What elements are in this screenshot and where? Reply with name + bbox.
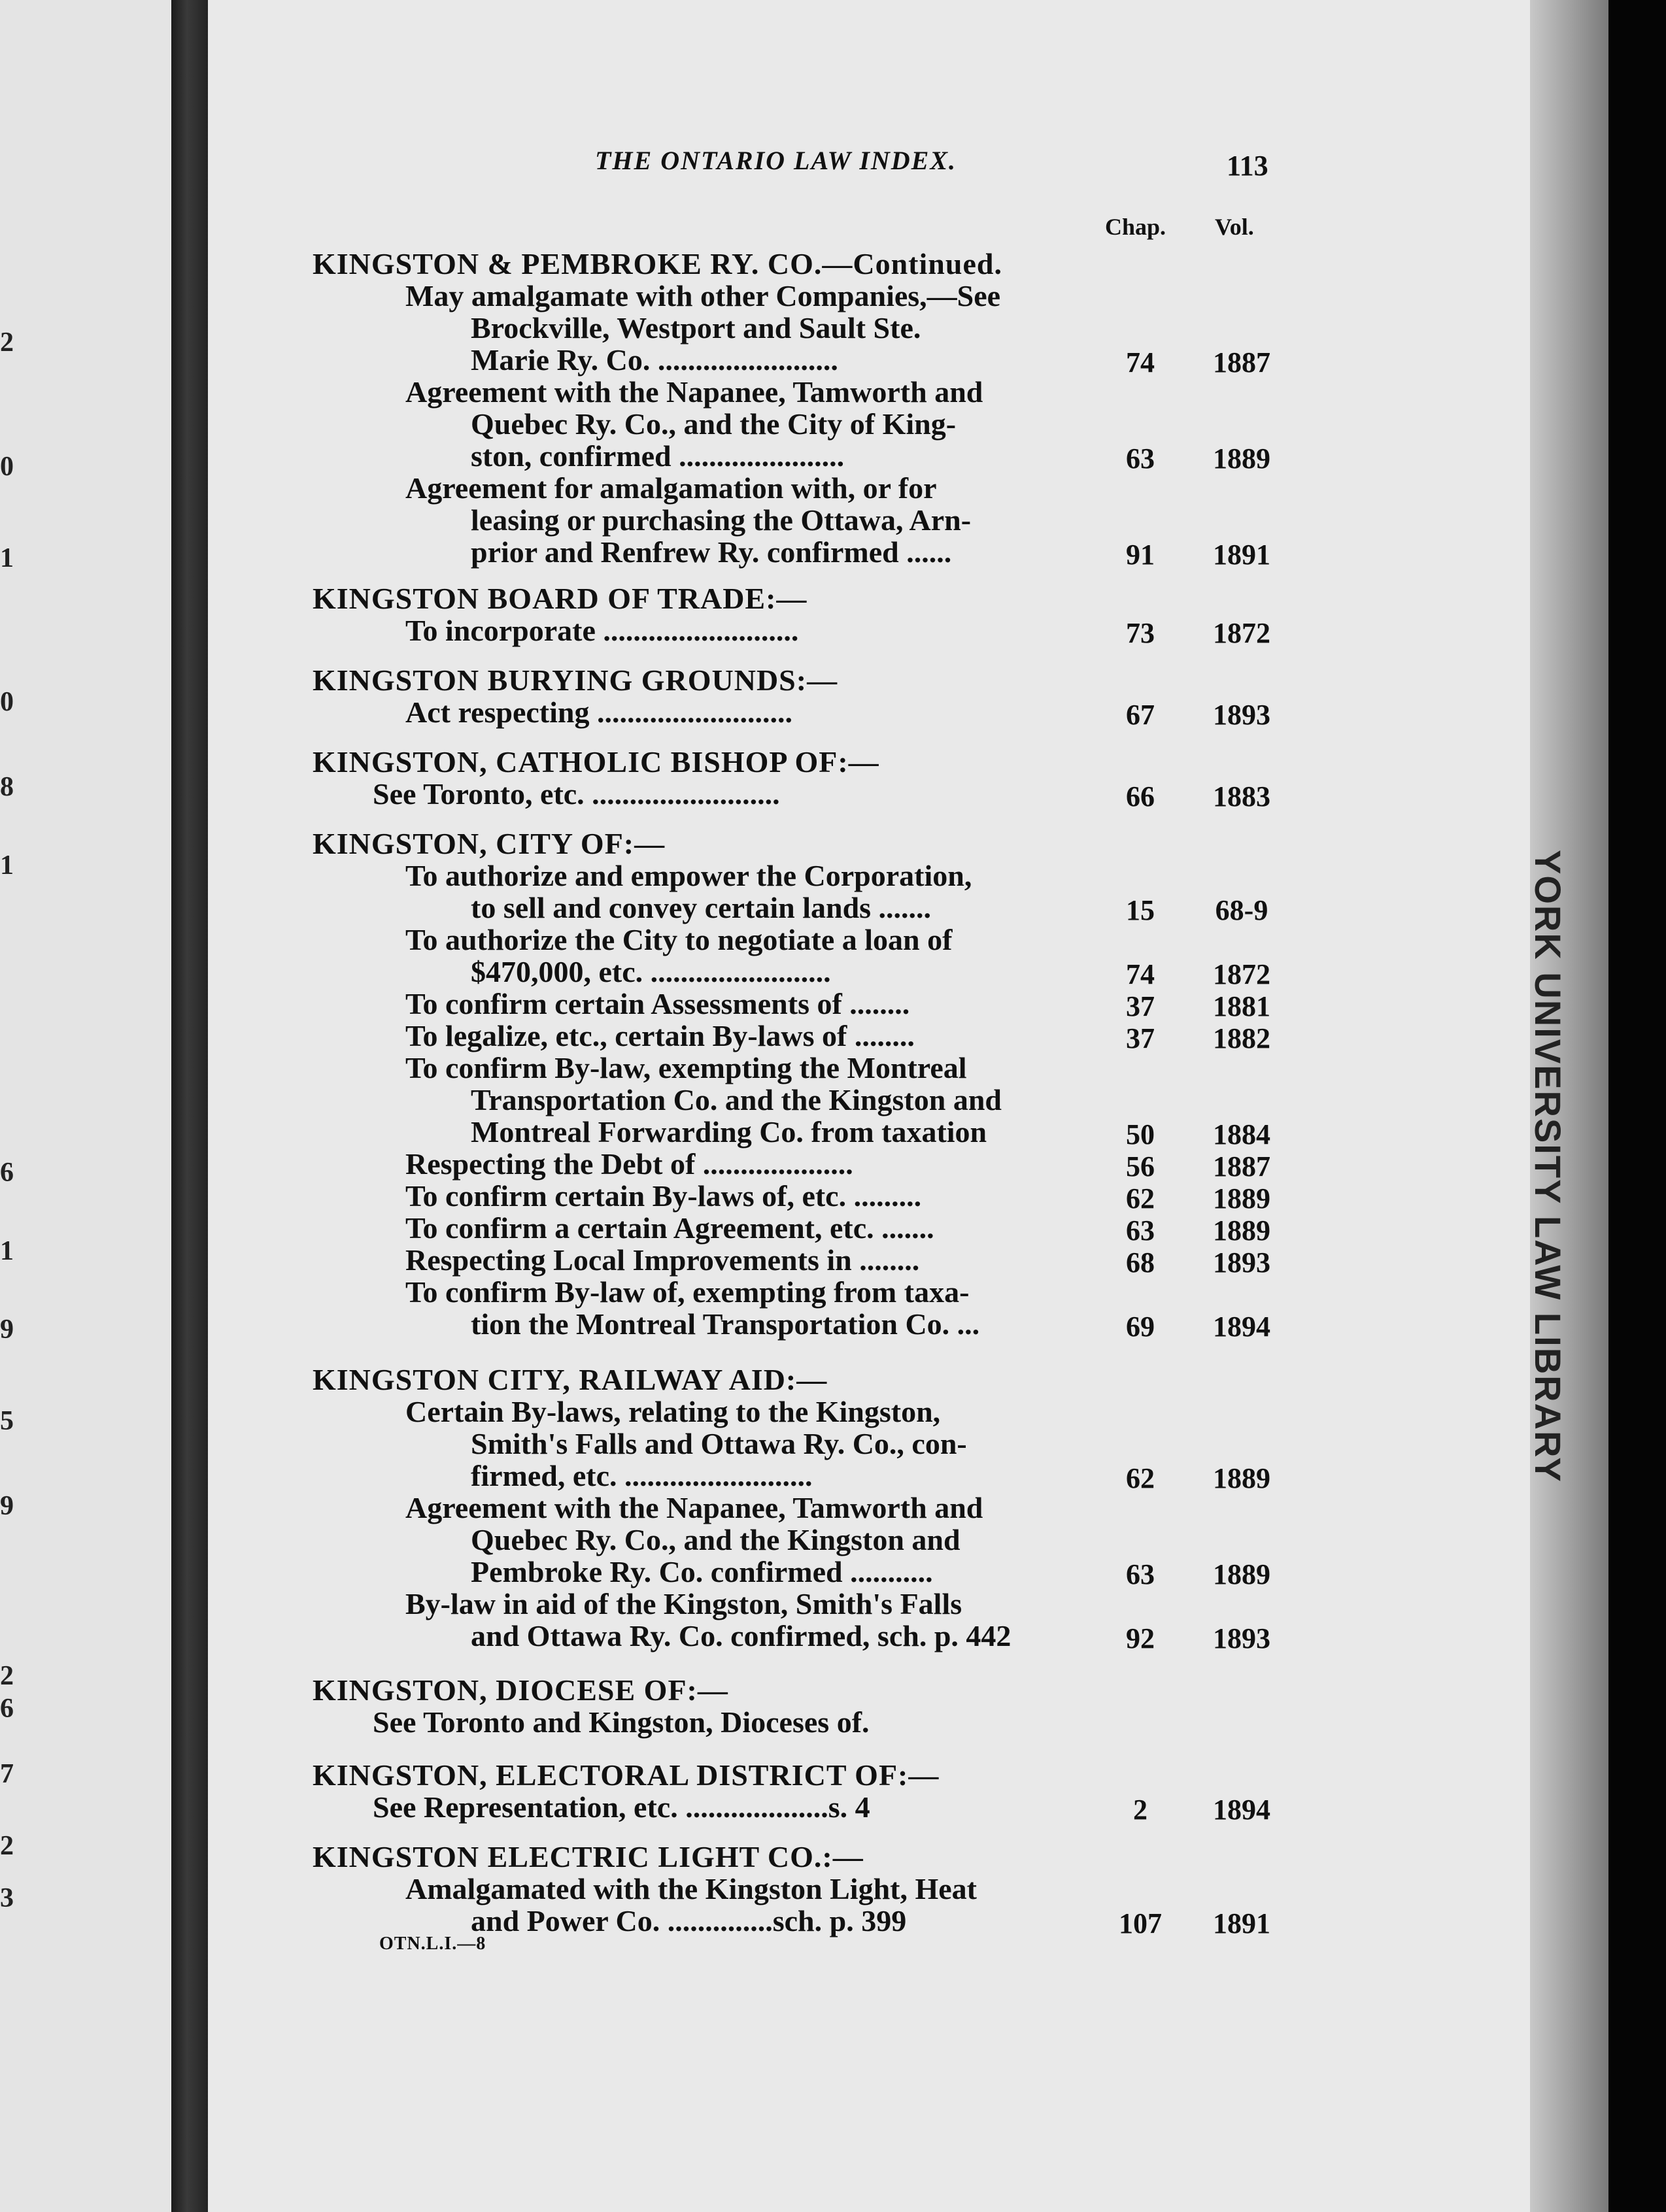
entry-heading: KINGSTON, DIOCESE OF:— [313,1673,728,1707]
chapter-number: 66 [1126,780,1155,813]
volume-year: 1891 [1213,1907,1270,1939]
entry-text-line: tion the Montreal Transportation Co. ... [471,1307,980,1341]
entry-text-line: To confirm By-law, exempting the Montreal [405,1051,967,1084]
volume-year: 1883 [1213,780,1270,813]
entry-text-line: To confirm a certain Agreement, etc. ....... [405,1211,934,1245]
chapter-number: 92 [1126,1622,1155,1654]
margin-number: 5 [0,1406,14,1436]
entry-text-line: Pembroke Ry. Co. confirmed ........... [471,1555,933,1588]
entry-text-line: See Toronto and Kingston, Dioceses of. [373,1705,870,1739]
entry-text-line: Quebec Ry. Co., and the Kingston and [471,1523,960,1556]
margin-number: 1 [0,850,14,880]
margin-number: 6 [0,1694,14,1724]
volume-year: 1882 [1213,1022,1270,1054]
chapter-number: 37 [1126,1022,1155,1054]
entry-heading: KINGSTON CITY, RAILWAY AID:— [313,1363,828,1396]
entry-heading: KINGSTON, CITY OF:— [313,827,666,860]
chapter-number: 91 [1126,539,1155,571]
margin-number: 2 [0,1661,14,1691]
margin-number: 2 [0,1831,14,1861]
entry-heading: KINGSTON BOARD OF TRADE:— [313,582,808,615]
vol-column-header: Vol. [1215,214,1254,240]
chapter-number: 74 [1126,958,1155,990]
entry-heading: KINGSTON & PEMBROKE RY. CO.—Continued. [313,247,1002,280]
margin-number: 3 [0,1883,14,1913]
margin-number: 0 [0,687,14,717]
chapter-number: 63 [1126,1558,1155,1590]
margin-number: 6 [0,1158,14,1188]
chapter-number: 67 [1126,699,1155,731]
volume-year: 1889 [1213,1215,1270,1247]
chapter-number: 74 [1126,346,1155,378]
chapter-number: 50 [1126,1118,1155,1150]
volume-year: 1894 [1213,1794,1270,1826]
entry-text-line: See Toronto, etc. ......................... [373,777,780,811]
volume-year: 1891 [1213,539,1270,571]
entry-text-line: prior and Renfrew Ry. confirmed ...... [471,535,952,569]
volume-year: 1894 [1213,1311,1270,1343]
entry-text-line: firmed, etc. ......................... [471,1459,813,1492]
chapter-number: 63 [1126,1215,1155,1247]
chapter-number: 56 [1126,1150,1155,1182]
volume-year: 1893 [1213,1622,1270,1654]
entry-text-line: Respecting the Debt of .................... [405,1147,853,1181]
entry-text-line: To incorporate .......................... [405,614,799,647]
entry-text-line: To legalize, etc., certain By-laws of ........ [405,1019,915,1052]
entry-text-line: Smith's Falls and Ottawa Ry. Co., con- [471,1427,967,1460]
chapter-number: 62 [1126,1182,1155,1215]
entry-text-line: To confirm certain By-laws of, etc. ......... [405,1179,922,1213]
volume-year: 1889 [1213,1182,1270,1215]
chapter-number: 68 [1126,1247,1155,1279]
margin-number: 2 [0,327,14,358]
entry-text-line: To authorize and empower the Corporation, [405,859,972,892]
entry-text-line: Brockville, Westport and Sault Ste. [471,311,921,344]
entry-heading: KINGSTON, CATHOLIC BISHOP OF:— [313,745,879,779]
book-spine [1608,0,1666,2212]
margin-number: 7 [0,1759,14,1789]
entry-text-line: Quebec Ry. Co., and the City of King- [471,407,957,441]
entry-text-line: May amalgamate with other Companies,—See [405,279,1001,312]
margin-number: 0 [0,452,14,482]
entry-heading: KINGSTON ELECTRIC LIGHT CO.:— [313,1840,864,1873]
page-number: 113 [1227,150,1268,182]
margin-number: 9 [0,1315,14,1345]
margin-number: 9 [0,1491,14,1521]
entry-text-line: Amalgamated with the Kingston Light, Heat [405,1872,977,1905]
entry-text-line: To confirm certain Assessments of ........ [405,987,910,1020]
entry-text-line: to sell and convey certain lands ....... [471,891,932,924]
signature-mark: OTN.L.I.—8 [379,1934,486,1954]
chapter-number: 2 [1133,1794,1148,1826]
chapter-number: 62 [1126,1462,1155,1494]
entry-heading: KINGSTON, ELECTORAL DISTRICT OF:— [313,1758,940,1792]
volume-year: 1872 [1213,617,1270,649]
volume-year: 1887 [1213,1150,1270,1182]
volume-year: 1881 [1213,990,1270,1022]
volume-year: 1887 [1213,346,1270,378]
entry-text-line: Agreement with the Napanee, Tamworth and [405,1491,983,1524]
chapter-number: 69 [1126,1311,1155,1343]
running-header: THE ONTARIO LAW INDEX. [595,146,957,175]
margin-number: 8 [0,772,14,802]
chapter-number: 15 [1126,894,1155,926]
chap-column-header: Chap. [1105,214,1166,240]
entry-text-line: and Ottawa Ry. Co. confirmed, sch. p. 442 [471,1619,1012,1652]
chapter-number: 63 [1126,443,1155,475]
entry-text-line: Agreement for amalgamation with, or for [405,471,937,505]
entry-text-line: Agreement with the Napanee, Tamworth and [405,375,983,409]
entry-text-line: ston, confirmed ...................... [471,439,845,473]
chapter-number: 107 [1119,1907,1162,1939]
entry-text-line: Montreal Forwarding Co. from taxation [471,1115,987,1148]
entry-text-line: To authorize the City to negotiate a loan of [405,923,953,956]
entry-heading: KINGSTON BURYING GROUNDS:— [313,663,838,697]
entry-text-line: To confirm By-law of, exempting from taxa- [405,1275,970,1309]
left-page-edge [0,0,177,2212]
entry-text-line: Act respecting .......................... [405,695,792,729]
volume-year: 1889 [1213,443,1270,475]
volume-year: 68-9 [1215,894,1268,926]
entry-text-line: Marie Ry. Co. ........................ [471,343,838,377]
volume-year: 1872 [1213,958,1270,990]
entry-text-line: leasing or purchasing the Ottawa, Arn- [471,503,972,537]
volume-year: 1889 [1213,1462,1270,1494]
volume-year: 1884 [1213,1118,1270,1150]
book-gutter [171,0,211,2212]
volume-year: 1893 [1213,699,1270,731]
entry-text-line: and Power Co. ..............sch. p. 399 [471,1904,907,1937]
entry-text-line: $470,000, etc. ........................ [471,955,831,988]
volume-year: 1889 [1213,1558,1270,1590]
library-stamp: YORK UNIVERSITY LAW LIBRARY [1527,850,1569,1483]
chapter-number: 73 [1126,617,1155,649]
entry-text-line: Respecting Local Improvements in ........ [405,1243,920,1277]
chapter-number: 37 [1126,990,1155,1022]
entry-text-line: By-law in aid of the Kingston, Smith's Falls [405,1587,962,1620]
volume-year: 1893 [1213,1247,1270,1279]
margin-number: 1 [0,543,14,573]
margin-number: 1 [0,1236,14,1266]
entry-text-line: Certain By-laws, relating to the Kingston, [405,1395,941,1428]
entry-text-line: See Representation, etc. ...................s. 4 [373,1790,870,1824]
entry-text-line: Transportation Co. and the Kingston and [471,1083,1002,1116]
